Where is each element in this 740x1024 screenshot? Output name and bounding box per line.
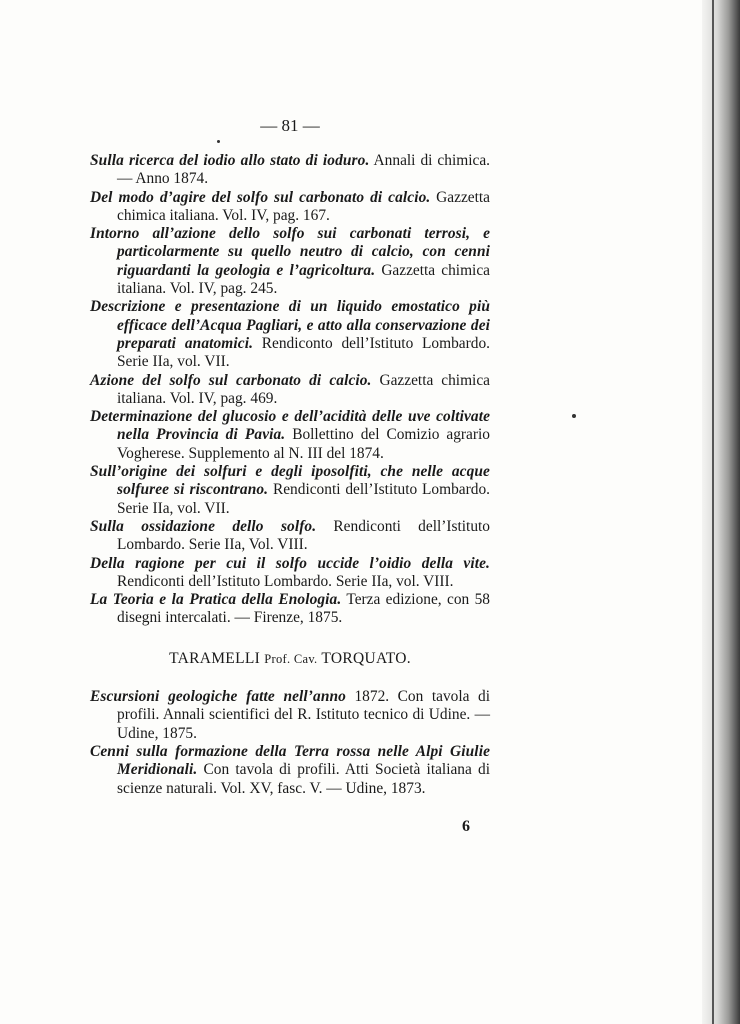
entry-title: Escursioni geologiche fatte nell’anno: [90, 688, 346, 706]
bibliography-entry: [90, 372, 490, 409]
page-edge-line: [712, 0, 714, 1024]
entry-details: Rendiconti dell’Istituto Lombardo. Serie IIa, Vol. VIII.: [117, 517, 490, 554]
bibliography-entry: [90, 189, 490, 226]
bibliography-entry: [90, 518, 490, 555]
entry-details: Con tavola di profili. Atti Società italiana di scienze naturali. Vol. XV, fasc. V. — Udine, 1873.: [117, 761, 490, 797]
entry-title: Della ragione per cui il solfo uccide l’oidio della vite.: [90, 554, 490, 572]
author-heading: [90, 650, 490, 668]
bibliography-entry: [90, 591, 490, 628]
entry-details: Gazzetta chimica italiana. Vol. IV, pag. 245.: [117, 261, 490, 298]
entry-details: Rendiconti dell’Istituto Lombardo. Serie IIa, vol. VII.: [117, 481, 490, 517]
author-surname: TARAMELLI: [169, 649, 261, 667]
entry-title: Azione del solfo sul carbonato di calcio.: [90, 371, 372, 389]
bibliography-entry: [90, 152, 490, 189]
entry-title: Cenni sulla formazione della Terra rossa nelle Alpi Giulie Meridionali.: [90, 742, 490, 779]
entry-title: Intorno all’azione dello solfo sui carbonati terrosi, e particolarmente su quello neutro di calcio, con cenni riguardanti la geologia e l’agricoltura.: [90, 225, 490, 279]
bibliography-entry: [90, 743, 490, 798]
section-1-list: [90, 152, 490, 628]
entry-details: Bollettino del Comizio agrario Vogherese. Supplemento al N. III del 1874.: [117, 426, 490, 462]
entry-details: Gazzetta chimica italiana. Vol. IV, pag. 469.: [117, 371, 490, 407]
signature-mark: 6: [462, 818, 470, 835]
entry-title: Del modo d’agire del solfo sul carbonato di calcio.: [90, 188, 431, 206]
ink-speck: [217, 140, 220, 143]
entry-details: Gazzetta chimica italiana. Vol. IV, pag. 167.: [117, 188, 491, 224]
page-number: — 81 —: [260, 116, 320, 135]
entry-title: La Teoria e la Pratica della Enologia.: [90, 591, 342, 609]
bibliography-entry: [90, 463, 490, 518]
entry-details: Rendiconto dell’Istituto Lombardo. Serie IIa, vol. VII.: [117, 334, 490, 371]
entry-title: Sull’origine dei solfuri e degli iposolfiti, che nelle acque solfuree si riscontrano.: [90, 463, 490, 499]
page-edge-shadow: [702, 0, 740, 1024]
entry-details: Annali di chimica. — Anno 1874.: [117, 152, 490, 188]
author-title: Prof. Cav.: [264, 651, 318, 666]
bibliography-entry: [90, 408, 490, 463]
entry-title: Sulla ossidazione dello solfo.: [90, 517, 317, 535]
entry-title: Descrizione e presentazione di un liquido emostatico più efficace dell’Acqua Pagliari, e atto alla conservazione dei preparati anatomici.: [90, 298, 490, 352]
bibliography-entry: [90, 298, 490, 371]
entry-title: Sulla ricerca del iodio allo stato di ioduro.: [90, 152, 370, 169]
bibliography-content: [90, 152, 490, 798]
bibliography-entry: [90, 688, 490, 743]
bibliography-entry: [90, 555, 490, 592]
author-given-name: TORQUATO.: [321, 649, 411, 667]
bibliography-entry: [90, 225, 490, 298]
section-2-list: [90, 688, 490, 798]
entry-title: Determinazione del glucosio e dell’acidità delle uve coltivate nella Provincia di Pavia.: [90, 408, 490, 444]
entry-details: 1872. Con tavola di profili. Annali scientifici del R. Istituto tecnico di Udine. — Udine, 1875.: [117, 688, 490, 742]
entry-details: Terza edizione, con 58 disegni intercalati. — Firenze, 1875.: [117, 591, 490, 627]
entry-details: Rendiconti dell’Istituto Lombardo. Serie IIa, vol. VIII.: [117, 572, 454, 590]
ink-speck: [572, 414, 576, 418]
